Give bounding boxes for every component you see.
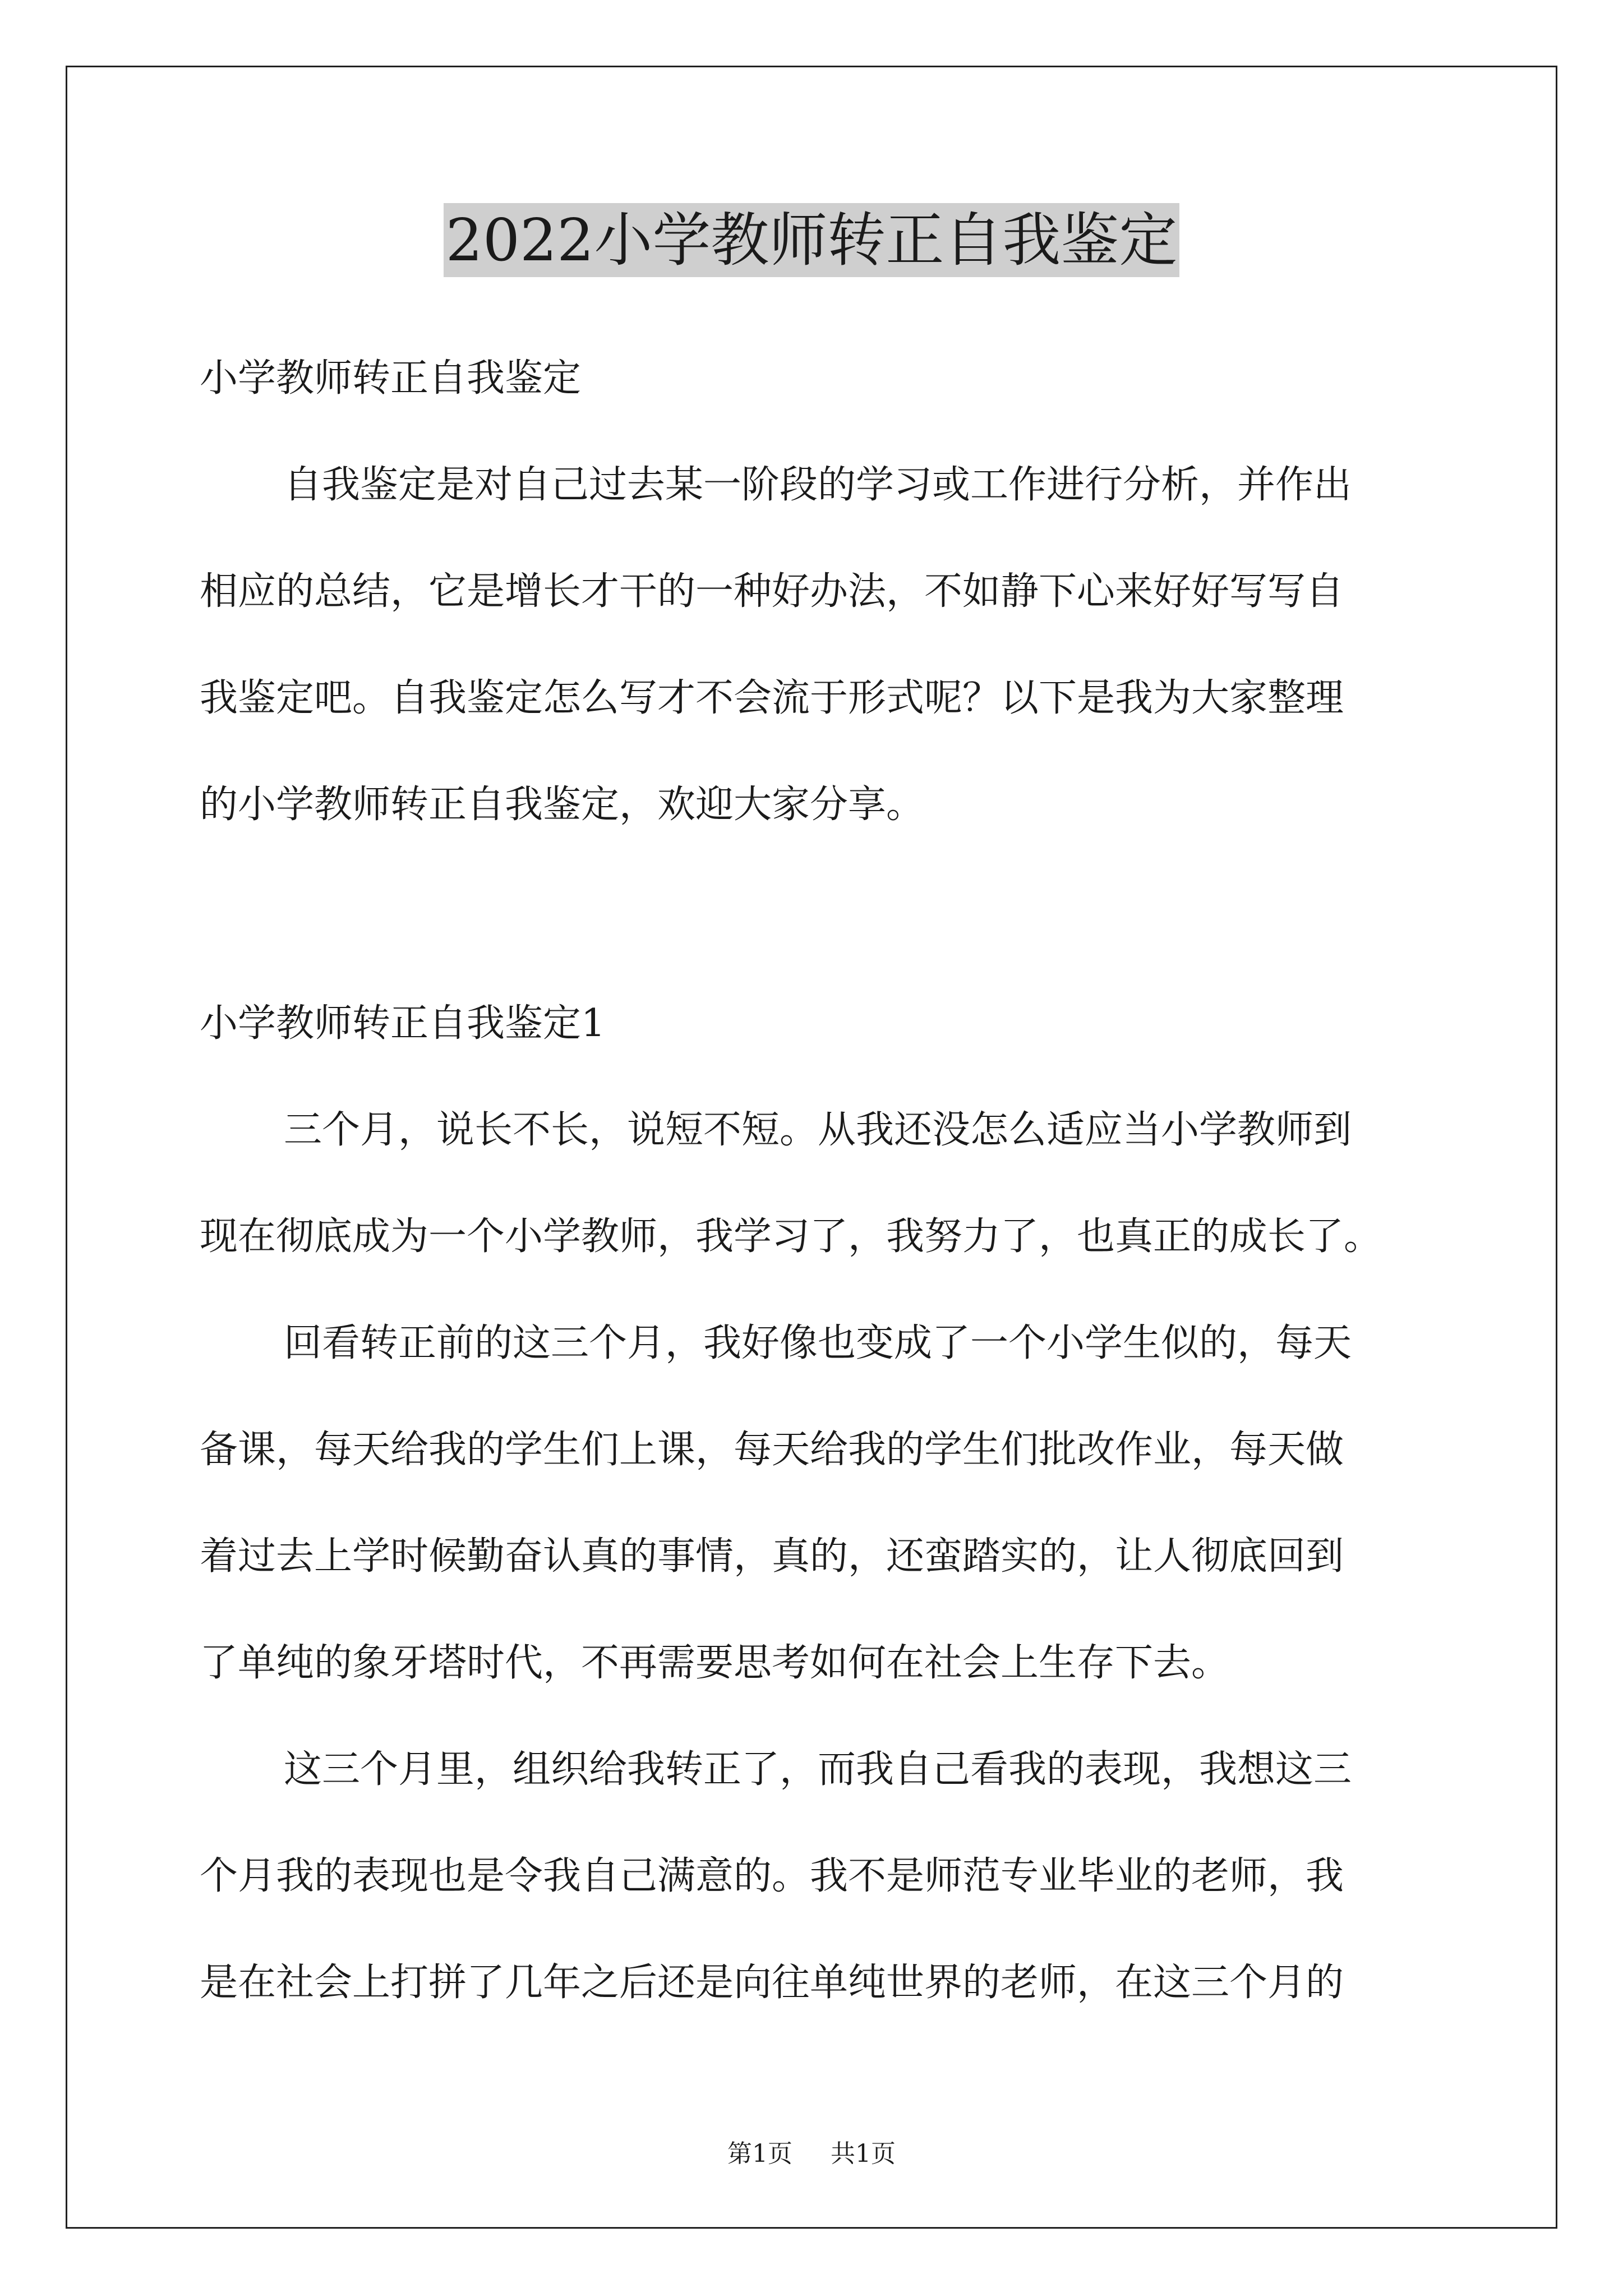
page-number: 第1页	[727, 2139, 792, 2168]
page-total: 共1页	[831, 2139, 896, 2168]
section-line-6: 了单纯的象牙塔时代，不再需要思考如何在社会上生存下去。	[200, 1641, 1230, 1685]
page-footer	[0, 2138, 1623, 2170]
intro-line-2: 相应的总结，它是增长才干的一种好办法，不如静下心来好好写写自	[200, 569, 1344, 614]
section-line-9: 是在社会上打拼了几年之后还是向往单纯世界的老师，在这三个月的	[200, 1961, 1344, 2005]
section-line-4: 备课，每天给我的学生们上课，每天给我的学生们批改作业，每天做	[200, 1428, 1344, 1472]
intro-line-1: 自我鉴定是对自己过去某一阶段的学习或工作进行分析，并作出	[284, 463, 1352, 507]
intro-line-4: 的小学教师转正自我鉴定，欢迎大家分享。	[200, 783, 925, 827]
document-subtitle: 小学教师转正自我鉴定	[200, 356, 582, 401]
section-line-8: 个月我的表现也是令我自己满意的。我不是师范专业毕业的老师，我	[200, 1854, 1344, 1898]
section-heading: 小学教师转正自我鉴定1	[200, 1001, 606, 1046]
section-line-3: 回看转正前的这三个月，我好像也变成了一个小学生似的，每天	[284, 1321, 1352, 1365]
document-title: 2022小学教师转正自我鉴定	[444, 203, 1180, 277]
section-line-7: 这三个月里，组织给我转正了，而我自己看我的表现，我想这三	[284, 1747, 1352, 1792]
intro-line-3: 我鉴定吧。自我鉴定怎么写才不会流于形式呢？以下是我为大家整理	[200, 676, 1344, 720]
section-line-5: 着过去上学时候勤奋认真的事情，真的，还蛮踏实的，让人彻底回到	[200, 1534, 1344, 1579]
title-container	[0, 203, 1623, 277]
section-line-2: 现在彻底成为一个小学教师，我学习了，我努力了，也真正的成长了。	[200, 1214, 1382, 1259]
section-line-1: 三个月，说长不长，说短不短。从我还没怎么适应当小学教师到	[284, 1108, 1352, 1152]
